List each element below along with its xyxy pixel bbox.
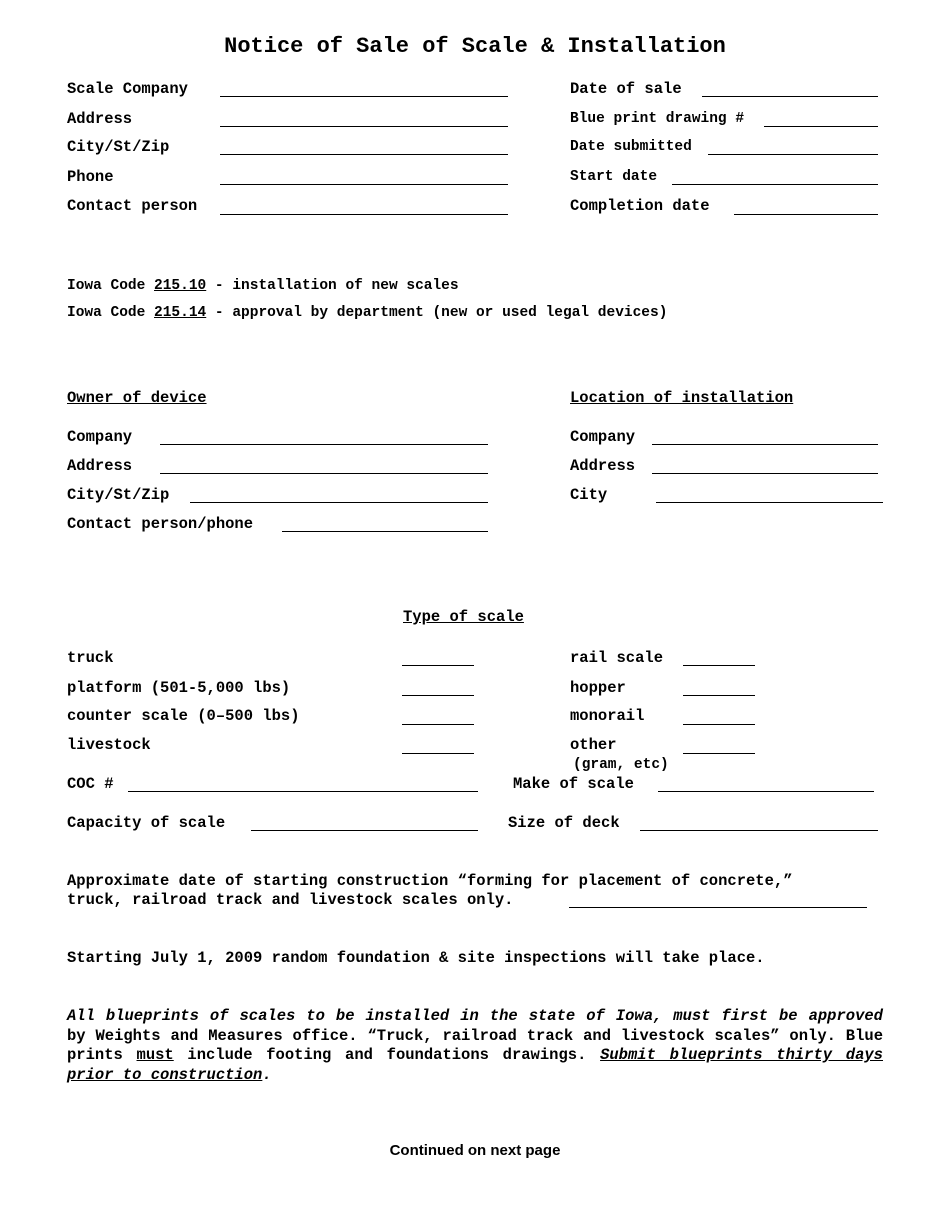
scale-type-platform-field[interactable] bbox=[402, 695, 474, 696]
code-ref-link[interactable]: 215.10 bbox=[154, 278, 207, 294]
continued-footer: Continued on next page bbox=[389, 1142, 561, 1159]
owner-city-label: City/St/Zip bbox=[67, 486, 170, 504]
owner-contact-label: Contact person/phone bbox=[67, 515, 254, 533]
blueprint-note-end: . bbox=[262, 1065, 272, 1084]
location-heading: Location of installation bbox=[570, 389, 794, 407]
location-company-label: Company bbox=[570, 428, 636, 446]
scale-company-field[interactable] bbox=[220, 96, 508, 97]
capacity-label: Capacity of scale bbox=[67, 814, 226, 832]
scale-type-counter-field[interactable] bbox=[402, 724, 474, 725]
date-submitted-label: Date submitted bbox=[570, 139, 692, 155]
scale-type-platform-label: platform (501-5,000 lbs) bbox=[67, 679, 291, 697]
scale-type-rail-label: rail scale bbox=[570, 649, 664, 667]
construction-line-2: truck, railroad track and livestock scales only. bbox=[67, 891, 514, 909]
code-ref-desc: - installation of new scales bbox=[206, 278, 459, 294]
date-of-sale-label: Date of sale bbox=[570, 80, 682, 98]
scale-type-counter-label: counter scale (0–500 lbs) bbox=[67, 707, 300, 725]
code-ref-desc: - approval by department (new or used legal devices) bbox=[206, 305, 668, 321]
owner-company-label: Company bbox=[67, 428, 133, 446]
code-ref-prefix: Iowa Code bbox=[67, 278, 155, 294]
start-date-field[interactable] bbox=[672, 184, 878, 185]
capacity-field[interactable] bbox=[251, 830, 478, 831]
completion-date-field[interactable] bbox=[734, 214, 878, 215]
scale-address-field[interactable] bbox=[220, 126, 508, 127]
coc-field[interactable] bbox=[128, 791, 478, 792]
blueprint-note bbox=[67, 1007, 883, 1085]
scale-company-label: Scale Company bbox=[67, 80, 188, 98]
scale-type-other-field[interactable] bbox=[683, 753, 755, 754]
code-ref-prefix: Iowa Code bbox=[67, 305, 155, 321]
start-date-label: Start date bbox=[570, 169, 658, 185]
page-title: Notice of Sale of Scale & Installation bbox=[224, 34, 726, 59]
date-of-sale-field[interactable] bbox=[702, 96, 878, 97]
scale-type-hopper-field[interactable] bbox=[683, 695, 755, 696]
blueprint-note-text: by Weights and Measures office. “Truck, railroad track and livestock scales” only. Blue prints bbox=[67, 1026, 883, 1064]
location-address-field[interactable] bbox=[652, 473, 878, 474]
owner-city-field[interactable] bbox=[190, 502, 488, 503]
scale-type-truck-field[interactable] bbox=[402, 665, 474, 666]
scale-type-heading: Type of scale bbox=[403, 608, 524, 626]
deck-size-field[interactable] bbox=[640, 830, 878, 831]
scale-type-livestock-label: livestock bbox=[67, 736, 151, 754]
scale-phone-field[interactable] bbox=[220, 184, 508, 185]
make-of-scale-field[interactable] bbox=[658, 791, 874, 792]
blueprint-note-text-2: include footing and foundations drawings. bbox=[173, 1046, 601, 1064]
make-of-scale-label: Make of scale bbox=[513, 775, 634, 793]
scale-type-monorail-label: monorail bbox=[570, 707, 645, 725]
owner-address-label: Address bbox=[67, 457, 133, 475]
construction-date-field[interactable] bbox=[569, 907, 867, 908]
location-city-label: City bbox=[570, 486, 608, 504]
owner-heading: Owner of device bbox=[67, 389, 207, 407]
scale-type-other-note: (gram, etc) bbox=[573, 757, 669, 773]
scale-type-hopper-label: hopper bbox=[570, 679, 626, 697]
scale-type-livestock-field[interactable] bbox=[402, 753, 474, 754]
scale-type-monorail-field[interactable] bbox=[683, 724, 755, 725]
construction-line-1: Approximate date of starting construction “forming for placement of concrete,” bbox=[67, 872, 793, 890]
coc-label: COC # bbox=[67, 775, 114, 793]
scale-contact-label: Contact person bbox=[67, 197, 198, 215]
location-company-field[interactable] bbox=[652, 444, 878, 445]
scale-contact-field[interactable] bbox=[220, 214, 508, 215]
scale-type-truck-label: truck bbox=[67, 649, 114, 667]
owner-contact-field[interactable] bbox=[282, 531, 488, 532]
location-address-label: Address bbox=[570, 457, 636, 475]
scale-phone-label: Phone bbox=[67, 168, 114, 186]
deck-size-label: Size of deck bbox=[508, 814, 620, 832]
owner-address-field[interactable] bbox=[160, 473, 488, 474]
scale-type-other-label: other bbox=[570, 736, 617, 754]
date-submitted-field[interactable] bbox=[708, 154, 878, 155]
owner-company-field[interactable] bbox=[160, 444, 488, 445]
code-ref-line bbox=[67, 277, 459, 296]
completion-date-label: Completion date bbox=[570, 197, 710, 215]
blueprint-number-label: Blue print drawing # bbox=[570, 111, 745, 127]
location-city-field[interactable] bbox=[656, 502, 883, 503]
scale-city-field[interactable] bbox=[220, 154, 508, 155]
blueprint-number-field[interactable] bbox=[764, 126, 878, 127]
code-ref-link[interactable]: 215.14 bbox=[154, 305, 207, 321]
scale-address-label: Address bbox=[67, 110, 133, 128]
blueprint-note-italic: All blueprints of scales to be installed in the state of Iowa, must first be approved bbox=[67, 1007, 883, 1025]
blueprint-note-must: must bbox=[136, 1046, 174, 1064]
blueprint-note-deadline: Submit blueprints thirty days prior to construction bbox=[67, 1046, 883, 1084]
scale-type-rail-field[interactable] bbox=[683, 665, 755, 666]
scale-city-label: City/St/Zip bbox=[67, 138, 170, 156]
code-ref-line bbox=[67, 304, 667, 323]
inspection-note: Starting July 1, 2009 random foundation & site inspections will take place. bbox=[67, 949, 765, 967]
